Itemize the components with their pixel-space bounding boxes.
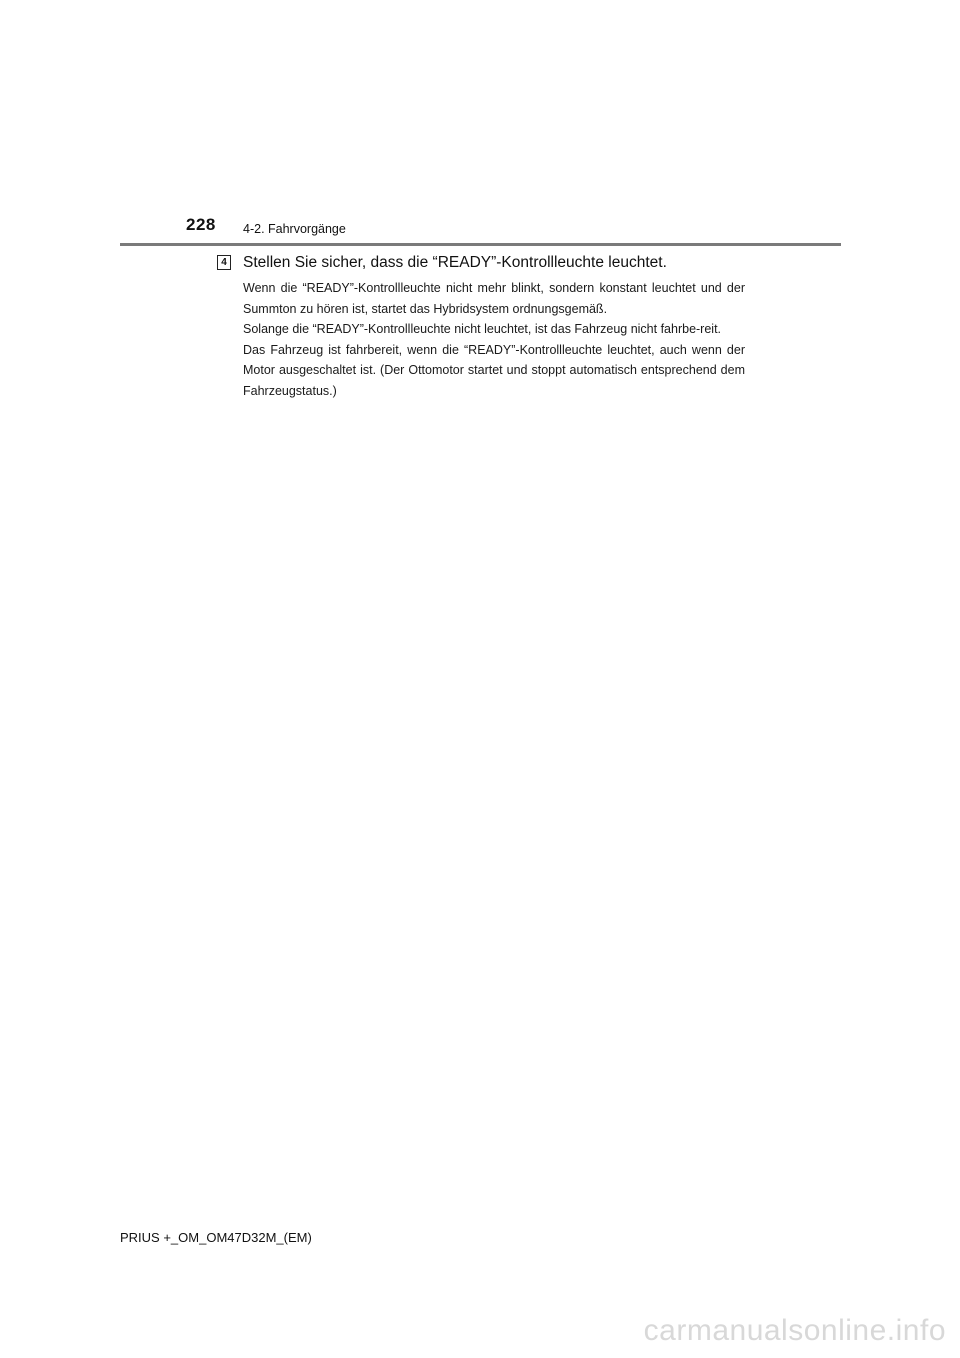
- header-rule: [120, 243, 841, 246]
- step-paragraph: Solange die “READY”-Kontrollleuchte nicht leuchtet, ist das Fahrzeug nicht fahrbe-reit.: [243, 322, 722, 336]
- step-paragraph: Das Fahrzeug ist fahrbereit, wenn die “READY”-Kontrollleuchte leuchtet, auch wenn der Motor ausgeschaltet ist. (Der Ottomotor startet und stoppt automatisch entsprechend dem Fahrzeugstatus.): [243, 342, 745, 398]
- step-paragraph: Wenn die “READY”-Kontrollleuchte nicht mehr blinkt, sondern konstant leuchtet und der Summton zu hören ist, startet das Hybridsystem ordnungsgemäß.: [243, 281, 745, 316]
- watermark: carmanualsonline.info: [643, 1314, 946, 1347]
- step-heading: Stellen Sie sicher, dass die “READY”-Kontrollleuchte leuchtet.: [243, 254, 667, 271]
- page-number: 228: [186, 215, 216, 234]
- footer-document-code: PRIUS +_OM_OM47D32M_(EM): [120, 1230, 312, 1245]
- step-body: [243, 278, 745, 401]
- step-number-badge: 4: [217, 255, 231, 270]
- section-title: 4-2. Fahrvorgänge: [243, 222, 346, 236]
